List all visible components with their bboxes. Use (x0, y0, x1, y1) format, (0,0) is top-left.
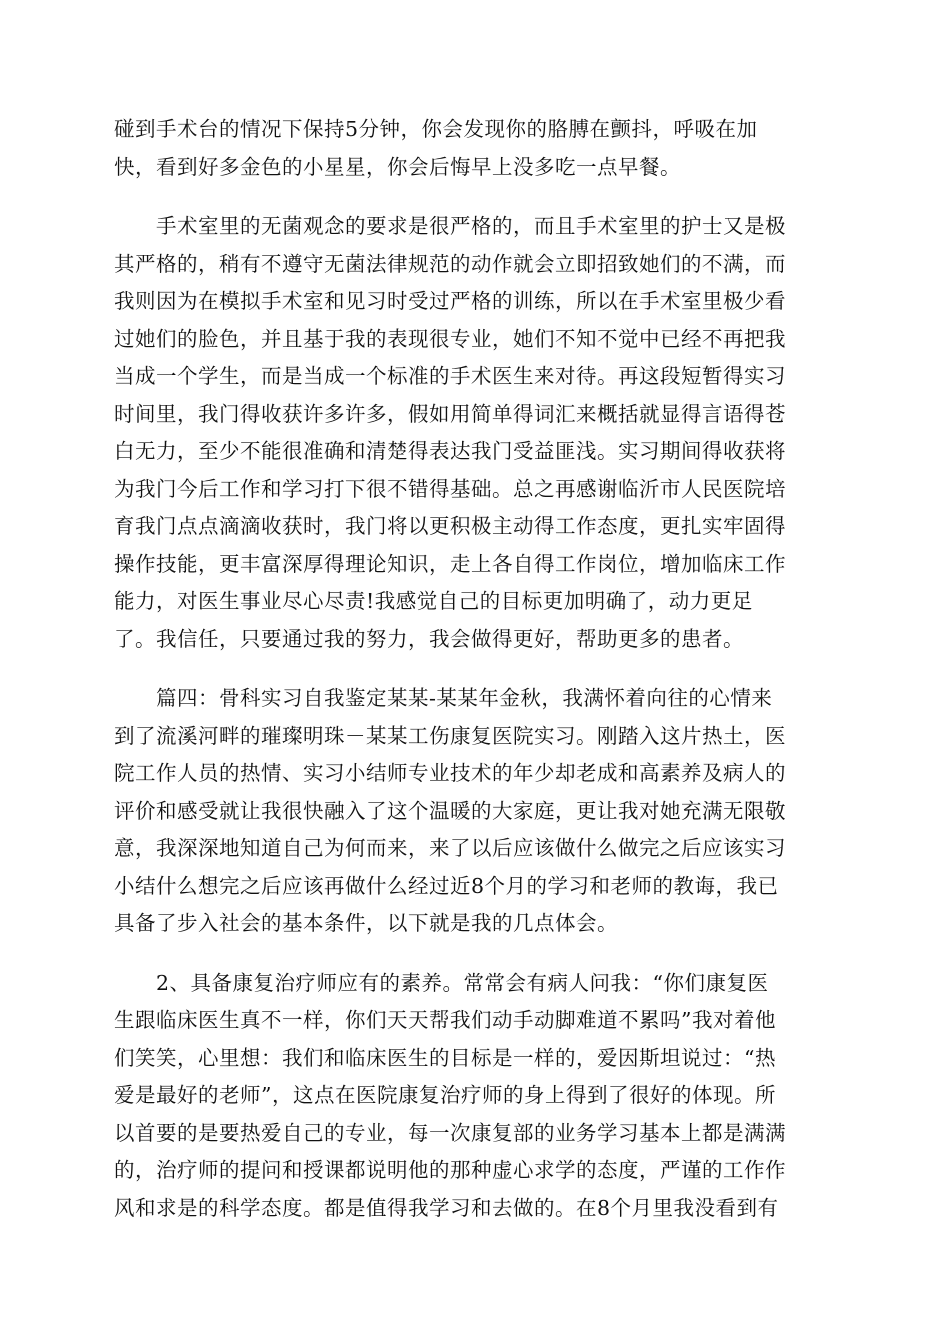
text-line: 具备了步入社会的基本条件，以下就是我的几点体会。 (114, 911, 618, 935)
text-line: 以首要的是要热爱自己的专业，每一次康复部的业务学习基本上都是满满 (114, 1120, 786, 1145)
text-line: 小结什么想完之后应该再做什么经过近8个月的学习和老师的教诲，我已 (114, 873, 779, 898)
text-line: 院工作人员的热情、实习小结师专业技术的年少却老成和高素养及病人的 (114, 761, 786, 785)
text-line: 评价和感受就让我很快融入了这个温暖的大家庭，更让我对她充满无限敬 (114, 798, 786, 823)
text-line: 操作技能，更丰富深厚得理论知识，走上各自得工作岗位，增加临床工作 (114, 551, 786, 576)
text-line: 爱是最好的老师”，这点在医院康复治疗师的身上得到了很好的体现。所 (114, 1083, 776, 1107)
document-body (114, 111, 834, 1227)
text-line: 白无力，至少不能很准确和清楚得表达我门受益匪浅。实习期间得收获将 (114, 439, 786, 463)
text-line: 能力，对医生事业尽心尽责!我感觉自己的目标更加明确了，动力更足 (114, 589, 753, 613)
text-line: 手术室里的无菌观念的要求是很严格的，而且手术室里的护士又是极 (114, 214, 786, 238)
text-line: 了。我信任，只要通过我的努力，我会做得更好，帮助更多的患者。 (114, 626, 744, 651)
text-line: 我则因为在模拟手术室和见习时受过严格的训练，所以在手术室里极少看 (114, 289, 786, 313)
paragraph-3 (114, 680, 834, 943)
text-line: 风和求是的科学态度。都是值得我学习和去做的。在8个月里我没看到有 (114, 1195, 779, 1220)
text-line: 到了流溪河畔的璀璨明珠－某某工伤康复医院实习。刚踏入这片热土，医 (114, 723, 786, 748)
text-line: 快，看到好多金色的小星星，你会后悔早上没多吃一点早餐。 (114, 154, 681, 179)
text-line: 当成一个学生，而是当成一个标准的手术医生来对待。再这段短暂得实习 (114, 364, 786, 388)
text-line: 篇四：骨科实习自我鉴定某某-某某年金秋，我满怀着向往的心情来 (114, 686, 773, 710)
paragraph-1 (114, 111, 834, 186)
text-line: 碰到手术台的情况下保持5分钟，你会发现你的胳膊在颤抖，呼吸在加 (114, 117, 758, 141)
text-line: 时间里，我门得收获许多许多，假如用简单得词汇来概括就显得言语得苍 (114, 401, 786, 426)
paragraph-4 (114, 965, 834, 1228)
text-line: 育我门点点滴滴收获时，我门将以更积极主动得工作态度，更扎实牢固得 (114, 514, 786, 538)
text-line: 的，治疗师的提问和授课都说明他的那种虚心求学的态度，严谨的工作作 (114, 1158, 786, 1182)
text-line: 意，我深深地知道自己为何而来，来了以后应该做什么做完之后应该实习 (114, 836, 786, 860)
text-line: 其严格的，稍有不遵守无菌法律规范的动作就会立即招致她们的不满，而 (114, 251, 786, 276)
text-line: 2、具备康复治疗师应有的素养。常常会有病人问我：“你们康复医 (114, 970, 769, 995)
paragraph-2 (114, 208, 834, 658)
text-line: 为我门今后工作和学习打下很不错得基础。总之再感谢临沂市人民医院培 (114, 476, 786, 501)
text-line: 生跟临床医生真不一样，你们天天帮我们动手动脚难道不累吗”我对着他 (114, 1008, 776, 1032)
text-line: 们笑笑，心里想：我们和临床医生的目标是一样的，爱因斯坦说过：“热 (114, 1045, 776, 1070)
text-line: 过她们的脸色，并且基于我的表现很专业，她们不知不觉中已经不再把我 (114, 326, 786, 351)
